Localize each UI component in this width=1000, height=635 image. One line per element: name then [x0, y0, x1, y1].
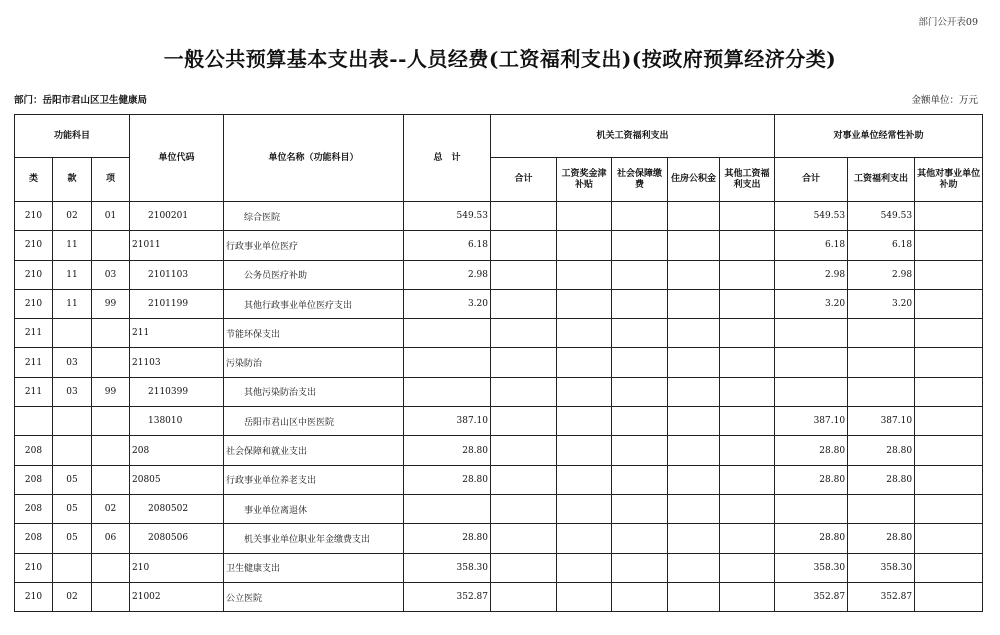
cell-org-housing: [668, 494, 720, 523]
table-row: [15, 260, 983, 289]
cell-kuan: 05: [53, 494, 92, 523]
cell-org-bonus: [557, 524, 612, 553]
cell-org-bonus: [557, 465, 612, 494]
cell-org-social: [612, 202, 668, 231]
cell-org-other: [720, 231, 775, 260]
cell-total: 352.87: [404, 582, 491, 611]
header-org-group: 机关工资福利支出: [491, 115, 775, 158]
cell-kuan: 05: [53, 524, 92, 553]
cell-unit-name: 综合医院: [224, 202, 404, 231]
cell-unit-code: 211: [130, 319, 224, 348]
cell-org-social: [612, 289, 668, 318]
table-row: [15, 348, 983, 377]
cell-org-social: [612, 407, 668, 436]
header-inst-sum: 合计: [775, 158, 848, 202]
table-row: [15, 319, 983, 348]
cell-inst-sum: [775, 377, 848, 406]
cell-org-bonus: [557, 348, 612, 377]
cell-kuan: 02: [53, 202, 92, 231]
cell-org-social: [612, 231, 668, 260]
cell-inst-sum: [775, 494, 848, 523]
cell-inst-sum: 352.87: [775, 582, 848, 611]
cell-total: 549.53: [404, 202, 491, 231]
table-row: [15, 436, 983, 465]
table-row: [15, 231, 983, 260]
cell-unit-code: 21011: [130, 231, 224, 260]
cell-org-sum: [491, 494, 557, 523]
header-xiang: 项: [92, 158, 130, 202]
cell-total: 387.10: [404, 407, 491, 436]
table-row: [15, 553, 983, 582]
cell-kuan: [53, 553, 92, 582]
cell-org-social: [612, 260, 668, 289]
cell-org-sum: [491, 377, 557, 406]
cell-inst-sum: 28.80: [775, 465, 848, 494]
cell-lei: 208: [15, 465, 53, 494]
cell-org-housing: [668, 407, 720, 436]
cell-inst-welfare: 28.80: [848, 465, 915, 494]
cell-org-other: [720, 202, 775, 231]
cell-inst-other: [915, 494, 983, 523]
cell-unit-code: 2080506: [130, 524, 224, 553]
cell-inst-sum: 28.80: [775, 524, 848, 553]
cell-org-housing: [668, 553, 720, 582]
cell-unit-code: 21002: [130, 582, 224, 611]
cell-org-housing: [668, 202, 720, 231]
cell-xiang: 99: [92, 377, 130, 406]
cell-unit-name: 污染防治: [224, 348, 404, 377]
cell-inst-welfare: 28.80: [848, 436, 915, 465]
cell-lei: 210: [15, 231, 53, 260]
cell-org-housing: [668, 377, 720, 406]
cell-org-social: [612, 465, 668, 494]
amount-unit-label: 金额单位：万元: [911, 95, 978, 106]
cell-kuan: 05: [53, 465, 92, 494]
header-inst-group: 对事业单位经常性补助: [775, 115, 983, 158]
cell-org-other: [720, 494, 775, 523]
budget-table: [14, 114, 983, 612]
cell-inst-other: [915, 289, 983, 318]
cell-unit-name: 事业单位离退休: [224, 494, 404, 523]
cell-org-sum: [491, 348, 557, 377]
cell-xiang: [92, 582, 130, 611]
table-row: [15, 289, 983, 318]
cell-lei: 210: [15, 289, 53, 318]
cell-kuan: [53, 436, 92, 465]
cell-inst-sum: 387.10: [775, 407, 848, 436]
cell-org-bonus: [557, 407, 612, 436]
cell-org-sum: [491, 319, 557, 348]
cell-xiang: [92, 319, 130, 348]
cell-org-bonus: [557, 494, 612, 523]
cell-org-sum: [491, 231, 557, 260]
cell-inst-other: [915, 348, 983, 377]
cell-inst-other: [915, 582, 983, 611]
cell-unit-name: 卫生健康支出: [224, 553, 404, 582]
cell-org-sum: [491, 202, 557, 231]
cell-unit-name: 其他行政事业单位医疗支出: [224, 289, 404, 318]
cell-xiang: 06: [92, 524, 130, 553]
header-org-other: 其他工资福利支出: [720, 158, 775, 202]
header-org-bonus: 工资奖金津补贴: [557, 158, 612, 202]
cell-inst-welfare: 352.87: [848, 582, 915, 611]
cell-unit-name: 行政事业单位医疗: [224, 231, 404, 260]
table-row: [15, 465, 983, 494]
cell-inst-other: [915, 202, 983, 231]
department-label: 部门：岳阳市君山区卫生健康局: [14, 95, 148, 106]
cell-inst-other: [915, 407, 983, 436]
cell-total: 28.80: [404, 436, 491, 465]
cell-org-housing: [668, 231, 720, 260]
table-row: [15, 494, 983, 523]
cell-org-sum: [491, 553, 557, 582]
cell-inst-welfare: [848, 377, 915, 406]
cell-kuan: 03: [53, 348, 92, 377]
cell-org-other: [720, 582, 775, 611]
cell-org-housing: [668, 524, 720, 553]
table-row: [15, 582, 983, 611]
cell-org-other: [720, 348, 775, 377]
cell-unit-name: 岳阳市君山区中医医院: [224, 407, 404, 436]
cell-kuan: 11: [53, 231, 92, 260]
cell-unit-code: 138010: [130, 407, 224, 436]
cell-org-bonus: [557, 553, 612, 582]
cell-inst-other: [915, 377, 983, 406]
cell-total: 6.18: [404, 231, 491, 260]
cell-inst-sum: 549.53: [775, 202, 848, 231]
table-row: [15, 202, 983, 231]
cell-inst-welfare: 2.98: [848, 260, 915, 289]
cell-xiang: 01: [92, 202, 130, 231]
cell-org-housing: [668, 319, 720, 348]
cell-org-bonus: [557, 231, 612, 260]
cell-org-sum: [491, 407, 557, 436]
cell-org-housing: [668, 260, 720, 289]
cell-lei: 208: [15, 436, 53, 465]
cell-inst-welfare: [848, 319, 915, 348]
cell-lei: 211: [15, 377, 53, 406]
cell-lei: 211: [15, 348, 53, 377]
cell-unit-name: 节能环保支出: [224, 319, 404, 348]
cell-org-housing: [668, 289, 720, 318]
cell-kuan: 11: [53, 260, 92, 289]
cell-inst-welfare: 387.10: [848, 407, 915, 436]
cell-inst-sum: [775, 319, 848, 348]
cell-inst-welfare: [848, 494, 915, 523]
cell-total: 3.20: [404, 289, 491, 318]
cell-unit-name: 机关事业单位职业年金缴费支出: [224, 524, 404, 553]
cell-lei: 211: [15, 319, 53, 348]
cell-org-sum: [491, 436, 557, 465]
cell-inst-welfare: 28.80: [848, 524, 915, 553]
header-unit-name: 单位名称（功能科目）: [224, 115, 404, 202]
cell-org-social: [612, 377, 668, 406]
cell-lei: 208: [15, 524, 53, 553]
cell-org-housing: [668, 465, 720, 494]
cell-unit-code: 20805: [130, 465, 224, 494]
cell-org-sum: [491, 260, 557, 289]
cell-org-social: [612, 553, 668, 582]
cell-unit-name: 其他污染防治支出: [224, 377, 404, 406]
cell-inst-welfare: 549.53: [848, 202, 915, 231]
page-title: 一般公共预算基本支出表--人员经费(工资福利支出)(按政府预算经济分类): [163, 47, 837, 71]
cell-total: [404, 348, 491, 377]
cell-org-other: [720, 407, 775, 436]
cell-org-bonus: [557, 319, 612, 348]
cell-lei: 210: [15, 582, 53, 611]
cell-unit-name: 社会保障和就业支出: [224, 436, 404, 465]
cell-inst-welfare: 6.18: [848, 231, 915, 260]
cell-xiang: [92, 436, 130, 465]
header-org-housing: 住房公积金: [668, 158, 720, 202]
cell-xiang: [92, 231, 130, 260]
table-row: [15, 377, 983, 406]
cell-kuan: 11: [53, 289, 92, 318]
cell-lei: 210: [15, 260, 53, 289]
cell-unit-code: 2100201: [130, 202, 224, 231]
cell-inst-other: [915, 553, 983, 582]
cell-org-social: [612, 348, 668, 377]
cell-unit-code: 210: [130, 553, 224, 582]
cell-xiang: [92, 407, 130, 436]
header-unit-code: 单位代码: [130, 115, 224, 202]
cell-kuan: [53, 407, 92, 436]
cell-unit-code: 2101199: [130, 289, 224, 318]
cell-total: 358.30: [404, 553, 491, 582]
cell-org-housing: [668, 436, 720, 465]
cell-org-other: [720, 289, 775, 318]
cell-org-bonus: [557, 260, 612, 289]
cell-org-social: [612, 582, 668, 611]
cell-inst-welfare: 358.30: [848, 553, 915, 582]
cell-xiang: 99: [92, 289, 130, 318]
table-number-tag: 部门公开表09: [918, 17, 978, 28]
cell-org-housing: [668, 582, 720, 611]
cell-inst-sum: 2.98: [775, 260, 848, 289]
cell-total: [404, 319, 491, 348]
cell-inst-other: [915, 260, 983, 289]
cell-org-other: [720, 465, 775, 494]
cell-org-bonus: [557, 377, 612, 406]
cell-lei: 210: [15, 202, 53, 231]
cell-org-other: [720, 260, 775, 289]
header-kuan: 款: [53, 158, 92, 202]
cell-total: 2.98: [404, 260, 491, 289]
cell-unit-name: 行政事业单位养老支出: [224, 465, 404, 494]
cell-org-sum: [491, 465, 557, 494]
cell-xiang: [92, 553, 130, 582]
cell-kuan: [53, 319, 92, 348]
cell-org-social: [612, 436, 668, 465]
cell-lei: 210: [15, 553, 53, 582]
header-func-subject: 功能科目: [15, 115, 130, 158]
cell-org-social: [612, 319, 668, 348]
cell-xiang: 02: [92, 494, 130, 523]
cell-org-social: [612, 494, 668, 523]
cell-inst-sum: 28.80: [775, 436, 848, 465]
cell-lei: 208: [15, 494, 53, 523]
cell-total: 28.80: [404, 465, 491, 494]
cell-unit-code: 2110399: [130, 377, 224, 406]
cell-org-other: [720, 319, 775, 348]
cell-org-bonus: [557, 289, 612, 318]
cell-total: [404, 494, 491, 523]
header-inst-welfare: 工资福利支出: [848, 158, 915, 202]
cell-xiang: [92, 348, 130, 377]
header-org-sum: 合计: [491, 158, 557, 202]
cell-xiang: 03: [92, 260, 130, 289]
cell-inst-sum: [775, 348, 848, 377]
cell-org-bonus: [557, 436, 612, 465]
cell-unit-code: 21103: [130, 348, 224, 377]
cell-inst-other: [915, 524, 983, 553]
cell-inst-other: [915, 465, 983, 494]
table-body: [15, 202, 983, 612]
cell-org-other: [720, 436, 775, 465]
cell-unit-code: 2080502: [130, 494, 224, 523]
cell-inst-welfare: [848, 348, 915, 377]
cell-unit-name: 公务员医疗补助: [224, 260, 404, 289]
cell-org-housing: [668, 348, 720, 377]
cell-inst-sum: 3.20: [775, 289, 848, 318]
cell-inst-sum: 358.30: [775, 553, 848, 582]
cell-xiang: [92, 465, 130, 494]
header-total: 总 计: [404, 115, 491, 202]
cell-org-bonus: [557, 202, 612, 231]
cell-org-sum: [491, 524, 557, 553]
cell-org-sum: [491, 289, 557, 318]
cell-inst-other: [915, 319, 983, 348]
cell-org-other: [720, 524, 775, 553]
cell-kuan: 03: [53, 377, 92, 406]
cell-lei: [15, 407, 53, 436]
cell-org-sum: [491, 582, 557, 611]
cell-total: 28.80: [404, 524, 491, 553]
cell-org-other: [720, 377, 775, 406]
header-org-social: 社会保障缴费: [612, 158, 668, 202]
cell-unit-name: 公立医院: [224, 582, 404, 611]
cell-inst-welfare: 3.20: [848, 289, 915, 318]
header-lei: 类: [15, 158, 53, 202]
table-row: [15, 407, 983, 436]
cell-org-other: [720, 553, 775, 582]
table-row: [15, 524, 983, 553]
header-inst-other: 其他对事业单位补助: [915, 158, 983, 202]
cell-inst-other: [915, 231, 983, 260]
cell-unit-code: 208: [130, 436, 224, 465]
cell-org-social: [612, 524, 668, 553]
cell-kuan: 02: [53, 582, 92, 611]
cell-inst-other: [915, 436, 983, 465]
cell-org-bonus: [557, 582, 612, 611]
cell-unit-code: 2101103: [130, 260, 224, 289]
cell-inst-sum: 6.18: [775, 231, 848, 260]
cell-total: [404, 377, 491, 406]
